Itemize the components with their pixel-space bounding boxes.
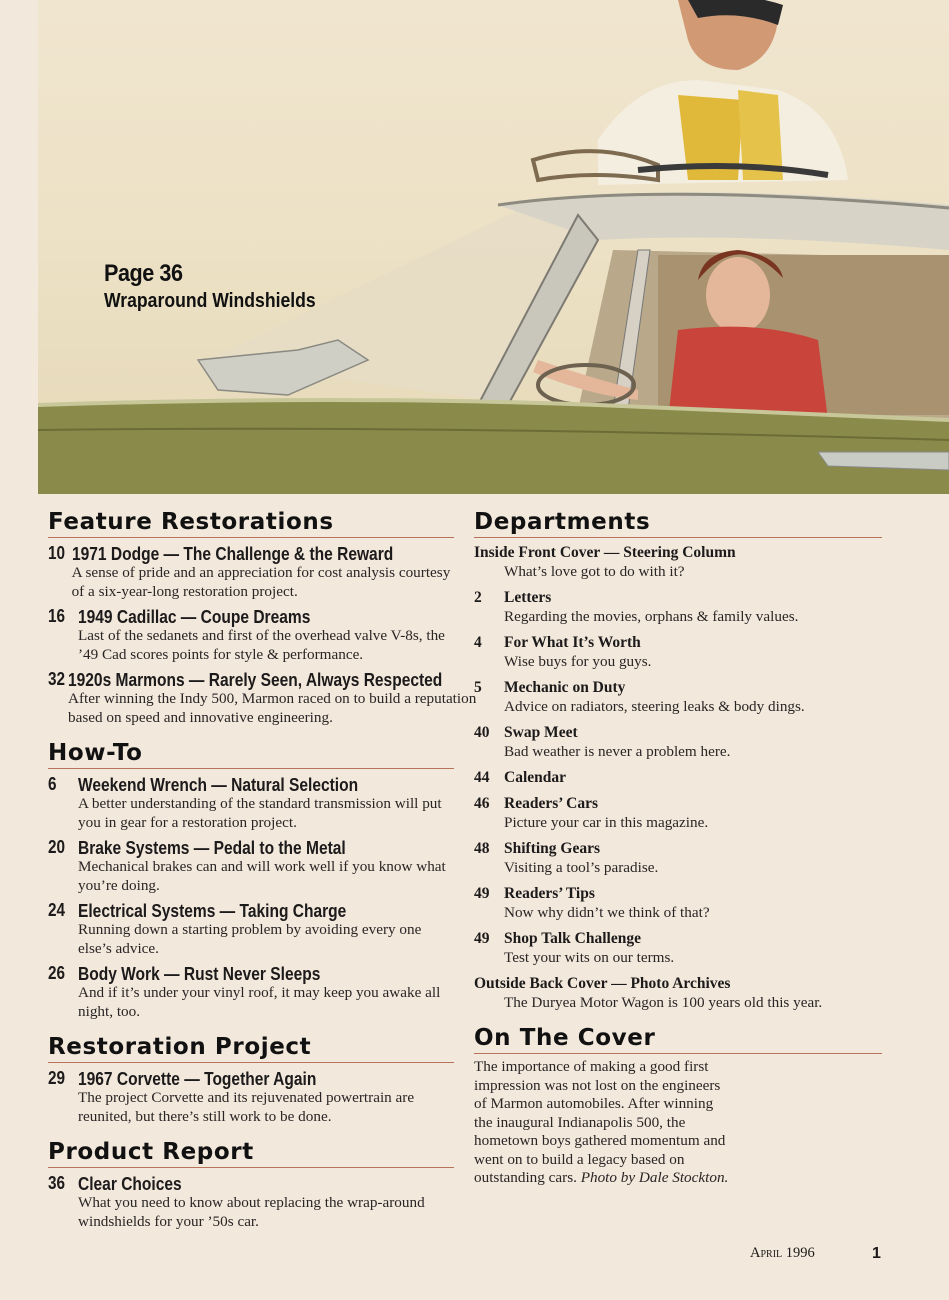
toc-entry [48,669,477,727]
entry-page-number: 36 [48,1173,66,1193]
toc-entry [48,963,454,1021]
entry-title: 1920s Marmons — Rarely Seen, Always Respected [68,669,443,690]
dept-title: Outside Back Cover — Photo Archives [474,975,731,992]
entry-page-number: 16 [48,606,66,626]
dept-entry [474,930,882,967]
howto-heading: How-To [48,739,454,769]
dept-outside-back [474,975,882,1012]
entry-page-number: 10 [48,543,66,563]
entry-title: 1949 Cadillac — Coupe Dreams [78,606,311,627]
dept-desc: The Duryea Motor Wagon is 100 years old this year. [504,994,823,1011]
hero-image [38,0,949,494]
dept-page-number: 46 [474,795,490,812]
entry-title: Clear Choices [78,1173,182,1194]
project-list [48,1068,454,1126]
dept-page-number: 44 [474,769,490,786]
cover-text [474,1058,734,1188]
car-illustration [38,0,949,494]
entry-title: Weekend Wrench — Natural Selection [78,774,359,795]
dept-inside-front [474,544,882,581]
toc-entry [48,1068,454,1126]
entry-desc: Mechanical brakes can and will work well if you know what you’re doing. [78,858,446,894]
right-column [474,508,882,1188]
feature-heading: Feature Restorations [48,508,454,538]
page-number: 1 [872,1245,881,1262]
entry-title: 1967 Corvette — Together Again [78,1068,317,1089]
dept-page-number: 5 [474,679,482,696]
dept-desc: Regarding the movies, orphans & family values. [504,608,799,625]
dept-page-number: 49 [474,885,490,902]
dept-title: Shop Talk Challenge [504,930,641,947]
dept-entry [474,769,882,787]
dept-desc: Now why didn’t we think of that? [504,904,710,921]
dept-desc: Test your wits on our terms. [504,949,675,966]
dept-desc: Picture your car in this magazine. [504,814,709,831]
dept-entry [474,724,882,761]
departments-heading: Departments [474,508,882,538]
dept-title: Calendar [504,769,566,786]
entry-title: 1971 Dodge — The Challenge & the Reward [71,543,393,564]
toc-entry [48,1173,454,1231]
product-list [48,1173,454,1231]
toc-entry [48,606,454,664]
dept-page-number: 4 [474,634,482,651]
entry-desc: And if it’s under your vinyl roof, it may keep you awake all night, too. [78,984,441,1020]
dept-desc: What’s love got to do with it? [504,563,685,580]
dept-entry [474,634,882,671]
cover-heading: On The Cover [474,1024,882,1054]
dept-page-number: 49 [474,930,490,947]
dept-desc: Wise buys for you guys. [504,653,652,670]
dept-entry [474,840,882,877]
dept-title: Mechanic on Duty [504,679,626,696]
entry-page-number: 24 [48,900,66,920]
dept-title: Readers’ Tips [504,885,595,902]
toc-entry [48,774,454,832]
dept-entry [474,885,882,922]
hero-page-label: Page 36 [104,260,183,287]
entry-page-number: 26 [48,963,66,983]
left-column [48,508,477,1231]
entry-title: Body Work — Rust Never Sleeps [78,963,321,984]
entry-desc: Running down a starting problem by avoiding every one else’s advice. [78,921,422,957]
dept-title: Shifting Gears [504,840,601,857]
dept-title: Swap Meet [504,724,578,741]
entry-title: Electrical Systems — Taking Charge [78,900,347,921]
toc-entry [48,543,454,601]
dept-page-number: 48 [474,840,490,857]
hero-caption-title: Wraparound Windshields [104,290,316,312]
toc-entry [48,900,454,958]
cover-credit: Photo by Dale Stockton. [580,1169,729,1186]
dept-entry [474,589,882,626]
project-heading: Restoration Project [48,1033,454,1063]
dept-desc: Bad weather is never a problem here. [504,743,731,760]
entry-page-number: 29 [48,1068,66,1088]
dept-title: Letters [504,589,552,606]
entry-desc: The project Corvette and its rejuvenated powertrain are reunited, but there’s still work to be done. [78,1089,415,1125]
toc-entry [48,837,454,895]
dept-desc: Advice on radiators, steering leaks & body dings. [504,698,805,715]
entry-desc: A sense of pride and an appreciation for cost analysis courtesy of a six-year-long restoration project. [71,564,451,600]
entry-title: Brake Systems — Pedal to the Metal [78,837,346,858]
dept-title: For What It’s Worth [504,634,641,651]
dept-entry [474,795,882,832]
issue-date: April 1996 [750,1245,815,1261]
entry-page-number: 6 [48,774,57,794]
hero-caption [104,260,345,313]
entry-desc: After winning the Indy 500, Marmon raced on to build a reputation based on speed and innovative engineering. [68,690,477,726]
dept-desc: Visiting a tool’s paradise. [504,859,659,876]
dept-page-number: 2 [474,589,482,606]
product-heading: Product Report [48,1138,454,1168]
entry-desc: What you need to know about replacing the wrap-around windshields for your ’50s car. [78,1194,425,1230]
dept-list [474,589,882,967]
dept-page-number: 40 [474,724,490,741]
dept-entry [474,679,882,716]
entry-page-number: 20 [48,837,66,857]
entry-page-number: 32 [48,669,66,689]
dept-title: Readers’ Cars [504,795,598,812]
entry-desc: A better understanding of the standard transmission will put you in gear for a restoration project. [78,795,442,831]
cover-body: The importance of making a good first impression was not lost on the engineers of Marmon automobiles. After winning the inaugural Indianapolis 500, the hometown boys gathered momentum and went on to build a legacy based on outstanding cars. [474,1058,726,1186]
dept-title: Inside Front Cover — Steering Column [474,544,736,561]
entry-desc: Last of the sedanets and first of the overhead valve V-8s, the ’49 Cad scores points for style & performance. [78,627,445,663]
feature-list [48,543,477,727]
howto-list [48,774,454,1021]
